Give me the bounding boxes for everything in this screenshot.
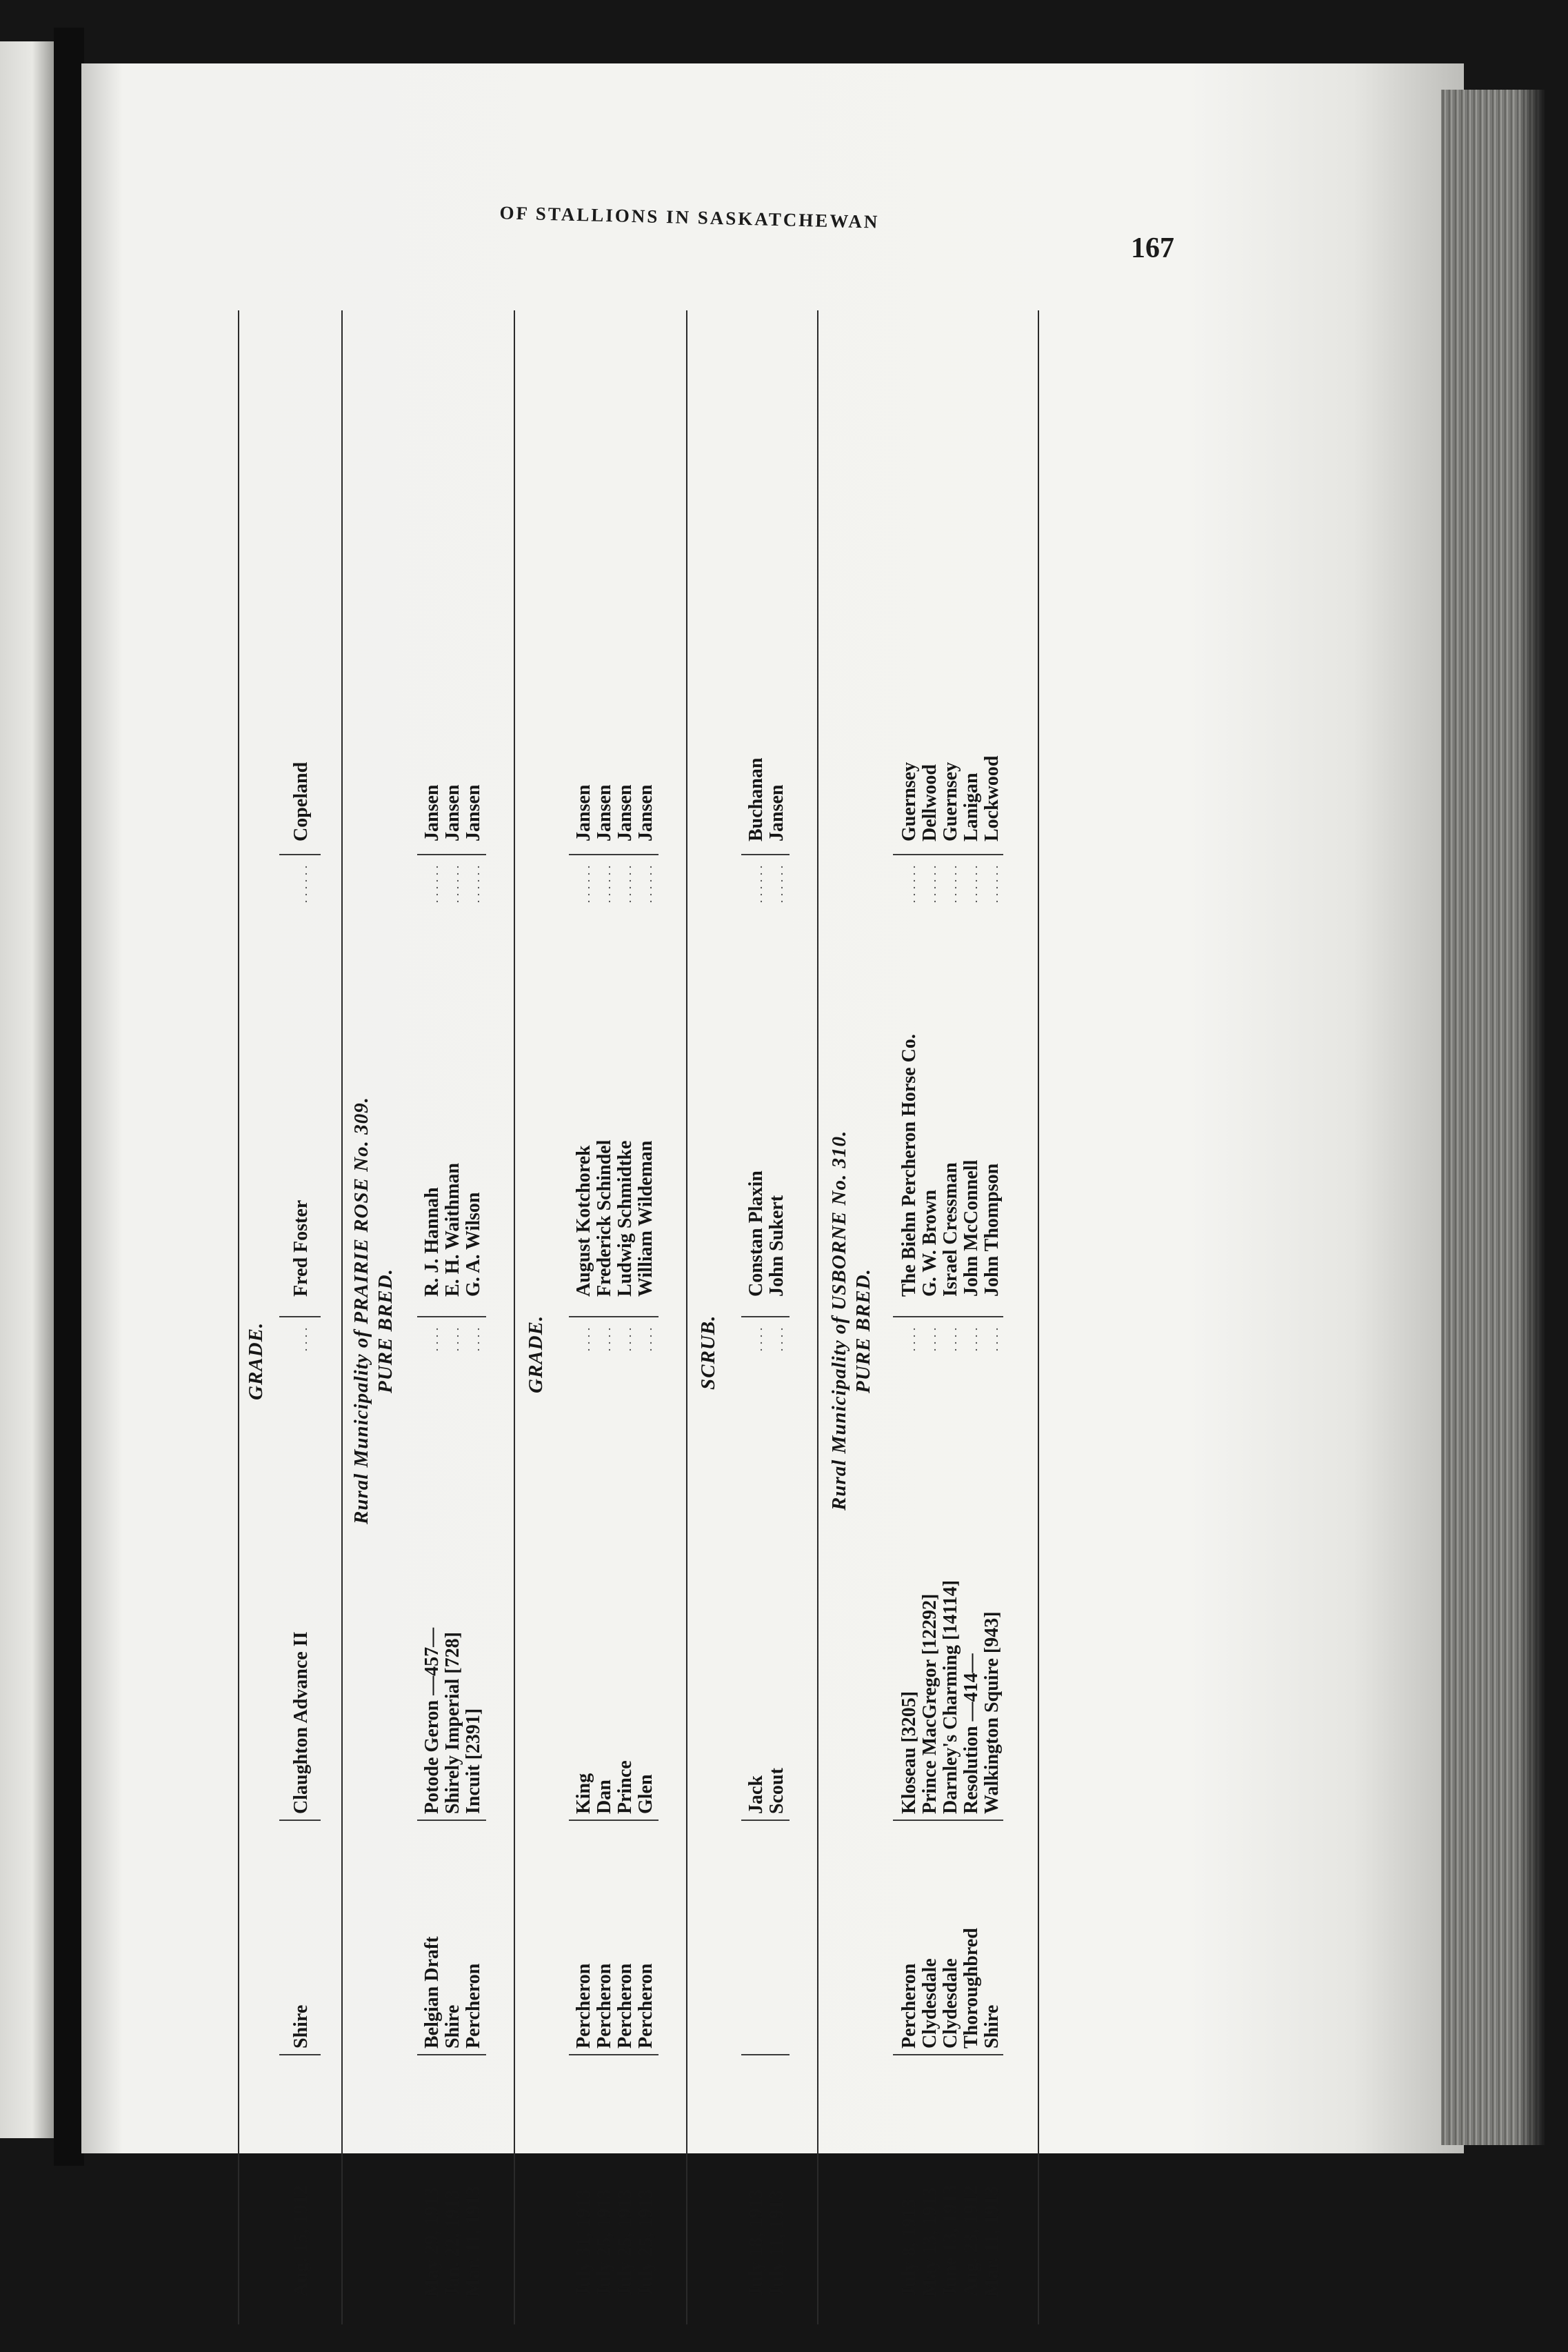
- running-head: OF STALLIONS IN SASKATCHEWAN: [499, 202, 880, 232]
- column-rule: [279, 1316, 321, 1317]
- table-row: [983, 283, 1003, 2352]
- post-office-cell: Jansen: [463, 784, 484, 841]
- section-heading: Rural Municipality of PRAIRIE ROSE No. 309.: [350, 1097, 372, 1524]
- post-office-cell: Lanigan: [961, 773, 982, 841]
- stallion-name-cell: Prince: [614, 1760, 636, 1814]
- owner-cell: E. H. Waithman: [442, 1163, 463, 1297]
- breed-cell: Percheron: [573, 1963, 594, 2049]
- breed-cell: Shire: [290, 2004, 312, 2049]
- leader-dots: [996, 1324, 998, 1353]
- left-page-edge: [0, 41, 54, 2138]
- date-cell: July 25, 1913: [594, 2189, 615, 2297]
- date-cell: July 31, 1913: [573, 2189, 594, 2297]
- post-office-cell: Jansen: [421, 784, 443, 841]
- table-row: [464, 283, 485, 2352]
- date-cell: May 13, 1913: [919, 2186, 941, 2297]
- book-gutter: [54, 28, 84, 2166]
- date-cell: Mar. 11, 1913: [981, 2186, 1003, 2297]
- leader-dots: [650, 1324, 652, 1353]
- column-rule: [417, 1316, 486, 1317]
- section-heading: GRADE.: [245, 1322, 267, 1400]
- leader-dots: [588, 1324, 590, 1353]
- breed-cell: Clydesdale: [919, 1958, 941, 2049]
- column-rule: [893, 854, 1003, 855]
- column-rule: [741, 2054, 790, 2055]
- column-rule: [741, 1820, 790, 1821]
- column-rule: [741, 854, 790, 855]
- owner-cell: August Kotchorek: [573, 1145, 594, 1297]
- post-office-cell: Jansen: [635, 784, 656, 841]
- date-cell: Aug. 15, 1912: [290, 2185, 312, 2297]
- rule: [514, 310, 515, 2324]
- table-row: [616, 283, 636, 2352]
- rule: [686, 310, 687, 2324]
- leader-dots: [630, 862, 631, 905]
- breed-cell: Percheron: [463, 1963, 484, 2049]
- leader-dots: [650, 862, 652, 905]
- leader-dots: [996, 862, 998, 905]
- leader-dots: [761, 862, 762, 905]
- table-row: [767, 283, 788, 2352]
- post-office-cell: Jansen: [594, 784, 615, 841]
- owner-cell: Israel Cressman: [940, 1162, 961, 1297]
- table-row: [900, 283, 921, 2352]
- owner-cell: John Sukert: [766, 1195, 787, 1297]
- date-cell: Jan. 22, 1913: [442, 2189, 463, 2297]
- stallion-name-cell: Prince MacGregor [12292]: [919, 1593, 941, 1814]
- column-rule: [417, 1820, 486, 1821]
- column-rule: [417, 854, 486, 855]
- stallion-name-cell: Resolution —414—: [961, 1653, 982, 1814]
- section-heading: Rural Municipality of USBORNE No. 310.: [828, 1130, 850, 1511]
- rule: [817, 310, 818, 2324]
- leader-dots: [630, 1324, 631, 1353]
- leader-dots: [934, 1324, 936, 1353]
- leader-dots: [914, 862, 915, 905]
- table-row: [443, 283, 464, 2352]
- owner-cell: G. A. Wilson: [463, 1192, 484, 1297]
- leader-dots: [609, 862, 610, 905]
- date-cell: July 8, 1913: [898, 2198, 920, 2297]
- column-rule: [893, 1316, 1003, 1317]
- column-rule: [741, 1316, 790, 1317]
- leader-dots: [457, 862, 459, 905]
- stallion-name-cell: Potode Geron —457—: [421, 1627, 443, 1814]
- post-office-cell: Jansen: [766, 784, 787, 841]
- leader-dots: [976, 862, 977, 905]
- rule: [238, 310, 239, 2324]
- stallion-name-cell: Walkington Squire [943]: [981, 1611, 1003, 1814]
- leader-dots: [478, 1324, 479, 1353]
- column-rule: [569, 1316, 659, 1317]
- date-cell: May 29, 1913: [421, 2186, 443, 2297]
- post-office-cell: Guernsey: [940, 761, 961, 841]
- table-row: [941, 283, 962, 2352]
- owner-cell: Ludwig Schmidtke: [614, 1140, 636, 1297]
- column-rule: [279, 854, 321, 855]
- leader-dots: [914, 1324, 915, 1353]
- page-edges: [1441, 90, 1545, 2145]
- leader-dots: [478, 862, 479, 905]
- date-cell: July 25, 1913: [635, 2189, 656, 2297]
- rule: [1038, 310, 1039, 2324]
- leader-dots: [761, 1324, 762, 1353]
- date-cell: July 25, 1913: [614, 2189, 636, 2297]
- leader-dots: [955, 862, 956, 905]
- post-office-cell: Jansen: [614, 784, 636, 841]
- leader-dots: [781, 862, 783, 905]
- section-heading: SCRUB.: [697, 1315, 719, 1390]
- date-cell: July 11, 1913: [766, 2190, 787, 2297]
- stallion-name-cell: Shirely Imperial [728]: [442, 1632, 463, 1814]
- section-subheading: PURE BRED.: [852, 1268, 874, 1393]
- post-office-cell: Dellwood: [919, 764, 941, 841]
- stallion-name-cell: Claughton Advance II: [290, 1631, 312, 1814]
- table-row: [595, 283, 616, 2352]
- post-office-cell: Copeland: [290, 761, 312, 841]
- post-office-cell: Jansen: [442, 784, 463, 841]
- leader-dots: [588, 862, 590, 905]
- table-row: [921, 283, 941, 2352]
- table-row: [747, 283, 767, 2352]
- stallion-name-cell: Dan: [594, 1780, 615, 1814]
- breed-cell: Shire: [442, 2004, 463, 2049]
- stallion-name-cell: Kloseau [3205]: [898, 1691, 920, 1814]
- date-cell: June 13, 1913: [940, 2184, 961, 2297]
- owner-cell: Fred Foster: [290, 1199, 312, 1297]
- stallion-name-cell: King: [573, 1773, 594, 1814]
- stallion-name-cell: Scout: [766, 1768, 787, 1814]
- leader-dots: [955, 1324, 956, 1353]
- leader-dots: [781, 1324, 783, 1353]
- table-row: [423, 283, 443, 2352]
- owner-cell: The Biehn Percheron Horse Co.: [898, 1034, 920, 1297]
- owner-cell: John McConnell: [961, 1159, 982, 1297]
- post-office-cell: Buchanan: [745, 757, 767, 841]
- owner-cell: G. W. Brown: [919, 1189, 941, 1297]
- owner-cell: Constan Plaxin: [745, 1170, 767, 1297]
- leader-dots: [609, 1324, 610, 1353]
- breed-cell: Percheron: [898, 1963, 920, 2049]
- leader-dots: [436, 1324, 438, 1353]
- section-subheading: PURE BRED.: [374, 1268, 396, 1393]
- owner-cell: John Thompson: [981, 1163, 1003, 1297]
- stallion-name-cell: Incuit [2391]: [463, 1708, 484, 1814]
- breed-cell: Percheron: [635, 1963, 656, 2049]
- leader-dots: [305, 862, 307, 905]
- column-rule: [279, 1820, 321, 1821]
- table-row: [962, 283, 983, 2352]
- column-rule: [279, 2054, 321, 2055]
- date-cell: Aug. 23, 1912: [961, 2185, 982, 2297]
- owner-cell: Frederick Schindel: [594, 1139, 615, 1297]
- owner-cell: William Wildeman: [635, 1140, 656, 1297]
- table-row: [574, 283, 595, 2352]
- leader-dots: [934, 862, 936, 905]
- column-rule: [893, 1820, 1003, 1821]
- breed-cell: Shire: [981, 2004, 1003, 2049]
- owner-cell: R. J. Hannah: [421, 1187, 443, 1297]
- leader-dots: [976, 1324, 977, 1353]
- column-rule: [569, 2054, 659, 2055]
- stallion-register-table: [210, 283, 1183, 2352]
- column-rule: [569, 1820, 659, 1821]
- column-rule: [569, 854, 659, 855]
- rule: [341, 310, 343, 2324]
- breed-cell: Belgian Draft: [421, 1936, 443, 2049]
- section-heading: GRADE.: [525, 1315, 547, 1393]
- date-cell: Mar. 11, 1913: [463, 2186, 484, 2297]
- stallion-name-cell: Darnley's Charming [14114]: [940, 1579, 961, 1814]
- post-office-cell: Guernsey: [898, 761, 920, 841]
- breed-cell: Thoroughbred: [961, 1928, 982, 2049]
- column-rule: [893, 2054, 1003, 2055]
- table-row: [292, 283, 312, 2352]
- leader-dots: [305, 1324, 307, 1353]
- post-office-cell: Lockwood: [981, 755, 1003, 841]
- leader-dots: [457, 1324, 459, 1353]
- breed-cell: Percheron: [594, 1963, 615, 2049]
- leader-dots: [436, 862, 438, 905]
- stallion-name-cell: Glen: [635, 1774, 656, 1814]
- stallion-name-cell: Jack: [745, 1775, 767, 1814]
- table-row: [636, 283, 657, 2352]
- breed-cell: Percheron: [614, 1963, 636, 2049]
- breed-cell: Clydesdale: [940, 1958, 961, 2049]
- date-cell: July 18, 1913: [745, 2189, 767, 2297]
- page-number: 167: [1131, 232, 1174, 264]
- column-rule: [417, 2054, 486, 2055]
- post-office-cell: Jansen: [573, 784, 594, 841]
